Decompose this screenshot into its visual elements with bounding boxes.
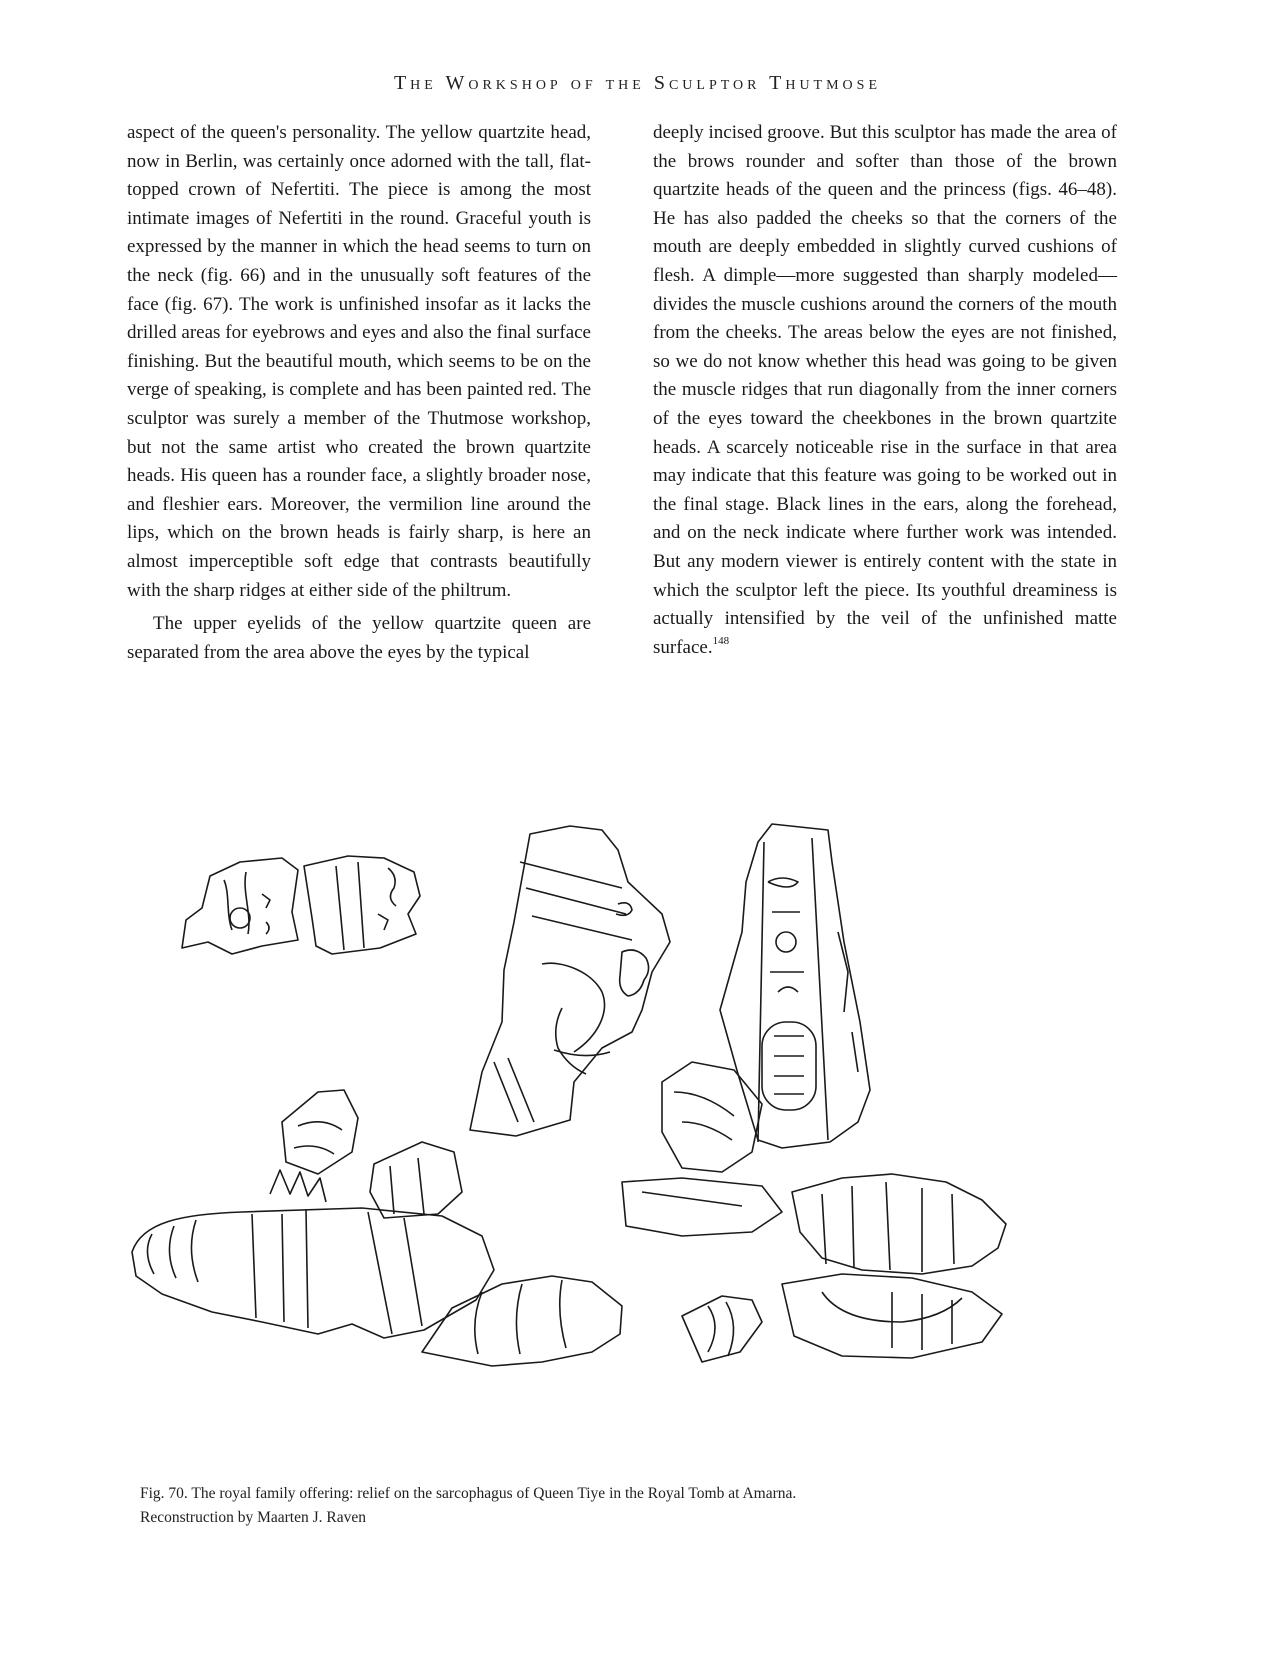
left-column bbox=[127, 119, 591, 667]
fragment-lower-left bbox=[132, 1170, 494, 1338]
fragment-upper-left bbox=[182, 858, 298, 954]
fragment-inscribed-column bbox=[720, 824, 870, 1148]
right-paragraph-1 bbox=[653, 119, 1117, 662]
fragment-left-middle bbox=[282, 1090, 462, 1218]
left-paragraph-2: The upper eyelids of the yellow quartzite queen are separated from the area above the eyes by the typical bbox=[127, 613, 591, 663]
left-paragraph-1: aspect of the queen's personality. The yellow quartzite head, now in Berlin, was certainly once adorned with the tall, flat-topped crown of Nefertiti. The piece is among the most intimate images of Nefertiti in the round. Graceful youth is expressed by the manner in which the head seems to turn on the neck (fig. 66) and in the unusually soft features of the face (fig. 67). The work is unfinished insofar as it lacks the drilled areas for eyebrows and eyes and also the final surface finishing. But the beautiful mouth, which seems to be on the verge of speaking, is complete and has been painted red. The sculptor was surely a member of the Thutmose workshop, but not the same artist who created the brown quartzite heads. His queen has a rounder face, a slightly broader nose, and fleshier ears. Moreover, the vermilion line around the lips, which on the brown heads is fairly sharp, is here an almost imperceptible soft edge that contrasts beautifully with the sharp ridges at either side of the philtrum. bbox=[127, 122, 591, 601]
caption-line-2: Reconstruction by Maarten J. Raven bbox=[140, 1509, 366, 1526]
fragment-center-joins bbox=[622, 1062, 782, 1236]
relief-line-drawing bbox=[122, 822, 1072, 1382]
right-column bbox=[653, 119, 1117, 662]
fragment-upper-middle bbox=[304, 856, 420, 954]
caption-line-1: Fig. 70. The royal family offering: relief on the sarcophagus of Queen Tiye in the Royal Tomb at Amarna. bbox=[140, 1485, 797, 1502]
figure-caption bbox=[140, 1482, 1140, 1530]
running-head: The Workshop of the Sculptor Thutmose bbox=[393, 72, 882, 94]
right-paragraph-1-text: deeply incised groove. But this sculptor has made the area of the brows rounder and softer than those of the brown quartzite heads of the queen and the princess (figs. 46–48). He has also padded the cheeks so that the corners of the mouth are deeply embedded in slightly curved cushions of flesh. A dimple—more suggested than sharply modeled—divides the muscle cushions around the corners of the mouth from the cheeks. The areas below the eyes are not finished, so we do not know whether this head was going to be given the muscle ridges that run diagonally from the inner corners of the eyes toward the cheekbones in the brown quartzite heads. A scarcely noticeable rise in the surface in that area may indicate that this feature was going to be worked out in the final stage. Black lines in the ears, along the forehead, and on the neck indicate where further work was intended. But any modern viewer is entirely content with the state in which the sculptor left the piece. Its youthful dreaminess is actually intensified by the veil of the unfinished matte surface. bbox=[653, 122, 1117, 658]
fragment-lower-right bbox=[782, 1174, 1006, 1358]
footnote-reference: 148 bbox=[712, 635, 730, 648]
relief-drawing-svg bbox=[122, 822, 1072, 1382]
fragment-lower-middle bbox=[422, 1276, 762, 1366]
fragment-central-slab bbox=[470, 826, 670, 1136]
